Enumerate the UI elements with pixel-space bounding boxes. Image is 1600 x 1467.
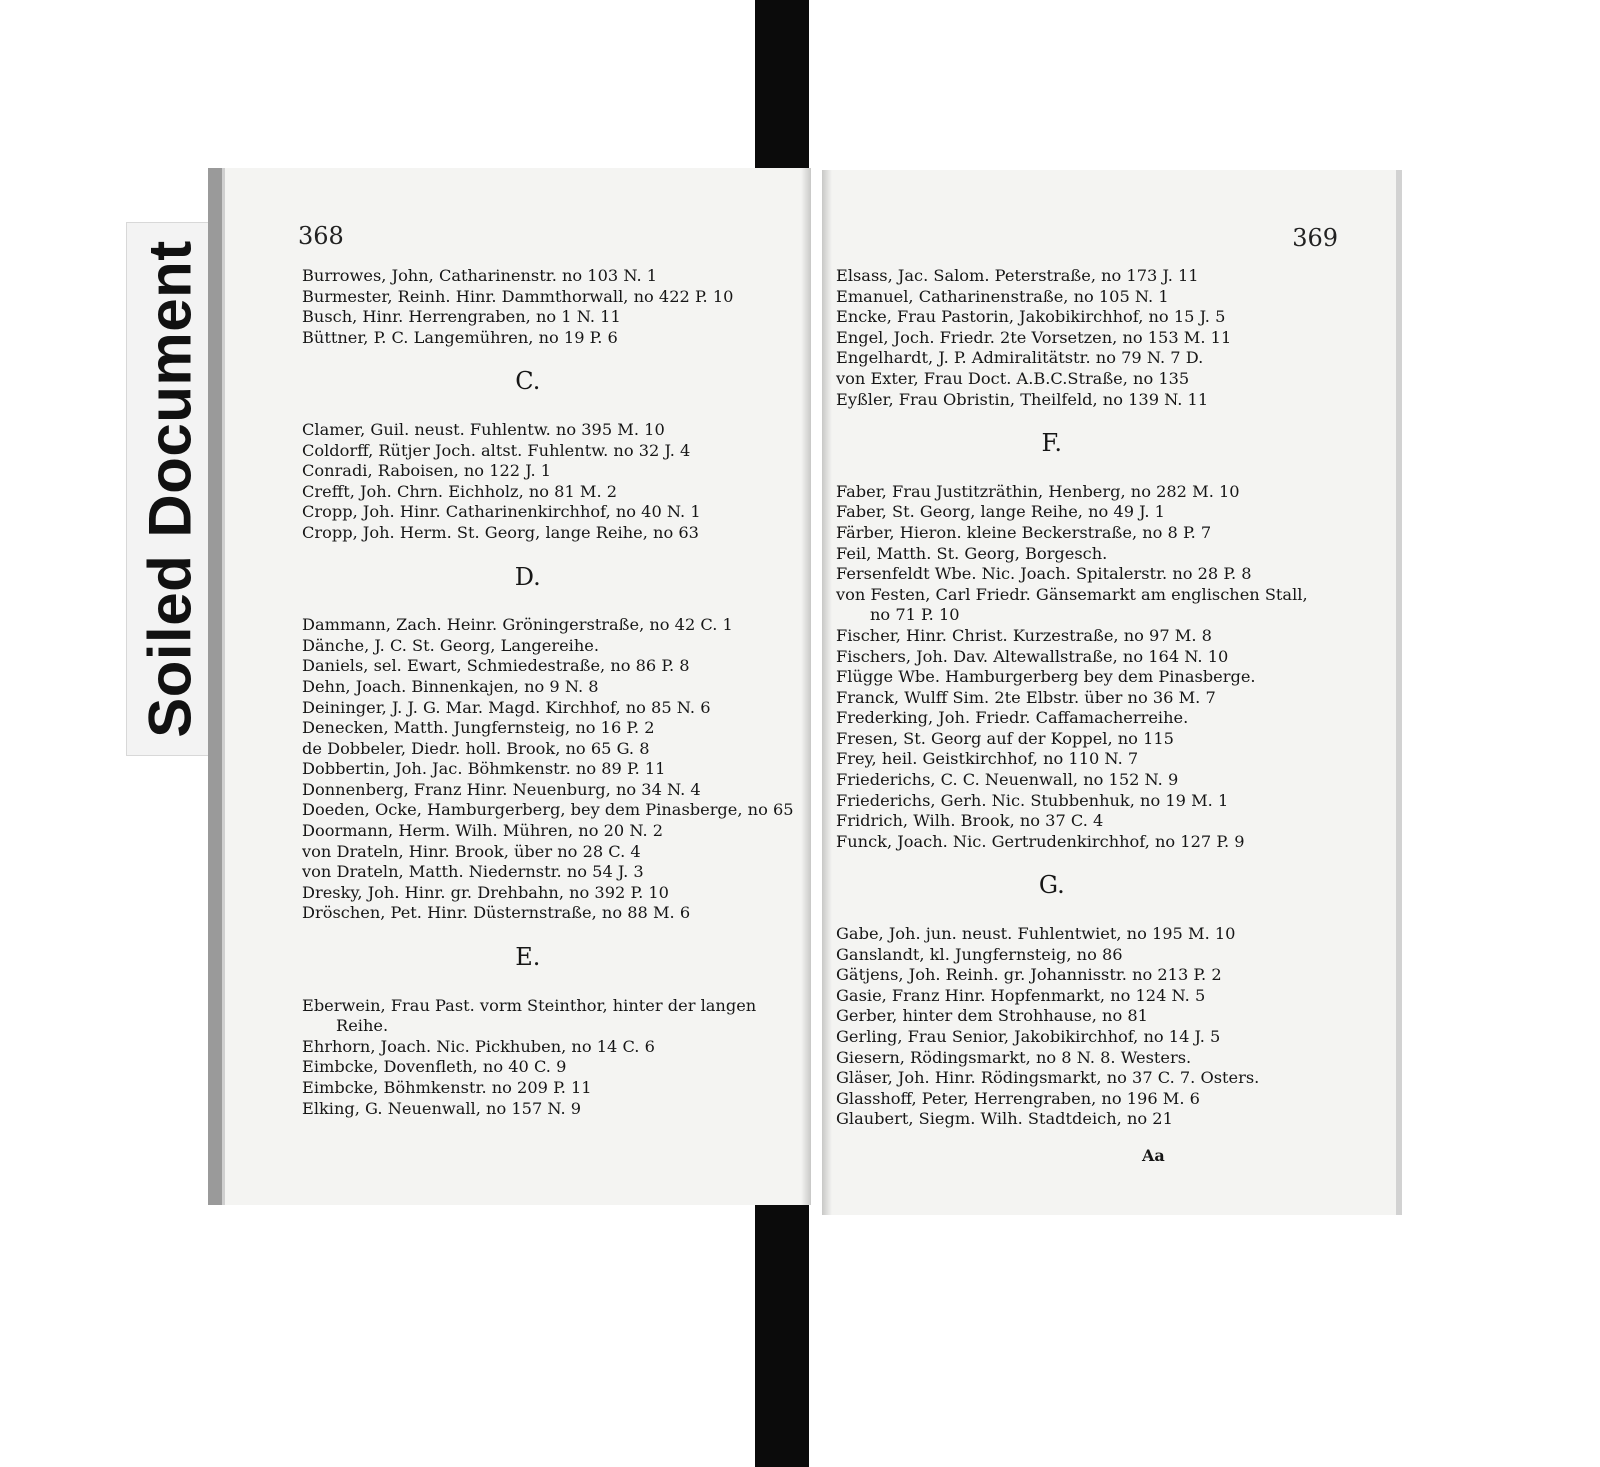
directory-entry: Deininger, J. J. G. Mar. Magd. Kirchhof, no 85 N. 6	[302, 697, 711, 717]
directory-entry: von Festen, Carl Friedr. Gänsemarkt am englischen Stall,	[836, 584, 1308, 604]
directory-entry: de Dobbeler, Diedr. holl. Brook, no 65 G. 8	[302, 738, 650, 758]
directory-entry: Busch, Hinr. Herrengraben, no 1 N. 11	[302, 307, 621, 327]
section-letter: E.	[515, 943, 541, 972]
directory-entry: Dänche, J. C. St. Georg, Langereihe.	[302, 635, 599, 655]
directory-entry: Fischer, Hinr. Christ. Kurzestraße, no 97 M. 8	[836, 625, 1212, 645]
directory-entry: Fersenfeldt Wbe. Nic. Joach. Spitalerstr. no 28 P. 8	[836, 564, 1252, 584]
directory-entry: Dehn, Joach. Binnenkajen, no 9 N. 8	[302, 676, 599, 696]
directory-entry: Eimbcke, Dovenfleth, no 40 C. 9	[302, 1057, 567, 1077]
directory-entry: Doormann, Herm. Wilh. Mühren, no 20 N. 2	[302, 821, 664, 841]
directory-entry: Encke, Frau Pastorin, Jakobikirchhof, no 15 J. 5	[836, 307, 1226, 327]
directory-entry: Ganslandt, kl. Jungfernsteig, no 86	[836, 944, 1123, 964]
directory-entry: Eyßler, Frau Obristin, Theilfeld, no 139 N. 11	[836, 389, 1209, 409]
directory-entry: Gerber, hinter dem Strohhause, no 81	[836, 1006, 1148, 1026]
directory-entry: Dammann, Zach. Heinr. Gröningerstraße, no 42 C. 1	[302, 615, 733, 635]
directory-entry: Dresky, Joh. Hinr. gr. Drehbahn, no 392 P. 10	[302, 882, 669, 902]
directory-entry: Fresen, St. Georg auf der Koppel, no 115	[836, 728, 1174, 748]
soiled-document-label	[126, 222, 214, 756]
directory-entry: Gerling, Frau Senior, Jakobikirchhof, no 14 J. 5	[836, 1027, 1221, 1046]
directory-entry: Friederichs, C. C. Neuenwall, no 152 N. 9	[836, 770, 1179, 790]
directory-entry: Funck, Joach. Nic. Gertrudenkirchhof, no 127 P. 9	[836, 831, 1245, 851]
directory-entry: Fischers, Joh. Dav. Altewallstraße, no 164 N. 10	[836, 646, 1229, 666]
gutter-shadow	[801, 168, 811, 1205]
directory-entry: Färber, Hieron. kleine Beckerstraße, no 8 P. 7	[836, 522, 1212, 542]
directory-entry: Glasshoff, Peter, Herrengraben, no 196 M. 6	[836, 1088, 1200, 1108]
directory-entry: Gabe, Joh. jun. neust. Fuhlentwiet, no 195 M. 10	[836, 924, 1236, 944]
right-page	[822, 170, 1402, 1215]
directory-entry: Büttner, P. C. Langemühren, no 19 P. 6	[302, 327, 618, 347]
directory-entry: no 71 P. 10	[870, 605, 960, 625]
directory-entry: Gläser, Joh. Hinr. Rödingsmarkt, no 37 C. 7. Osters.	[836, 1068, 1260, 1088]
directory-entry: Eimbcke, Böhmkenstr. no 209 P. 11	[302, 1078, 592, 1097]
directory-entry: Engelhardt, J. P. Admiralitätstr. no 79 N. 7 D.	[836, 348, 1204, 368]
section-letter: F.	[1041, 429, 1063, 458]
directory-entry: Gätjens, Joh. Reinh. gr. Johannisstr. no 213 P. 2	[836, 965, 1222, 985]
left-page	[208, 168, 811, 1205]
catchword: Aa	[1142, 1146, 1165, 1165]
label-text: Soiled Document	[136, 240, 204, 738]
directory-entry: Clamer, Guil. neust. Fuhlentw. no 395 M. 10	[302, 419, 665, 439]
directory-entry: Dröschen, Pet. Hinr. Düsternstraße, no 88 M. 6	[302, 903, 691, 923]
directory-entry: Giesern, Rödingsmarkt, no 8 N. 8. Westers.	[836, 1047, 1192, 1067]
section-letter: D.	[514, 562, 541, 591]
page-number: 369	[1292, 224, 1338, 252]
directory-entry: Feil, Matth. St. Georg, Borgesch.	[836, 543, 1108, 563]
directory-entry: Cropp, Joh. Hinr. Catharinenkirchhof, no 40 N. 1	[302, 502, 701, 522]
directory-entry: von Drateln, Matth. Niedernstr. no 54 J. 3	[302, 862, 644, 882]
directory-entry: Eberwein, Frau Past. vorm Steinthor, hinter der langen	[302, 995, 757, 1015]
directory-entry: Gasie, Franz Hinr. Hopfenmarkt, no 124 N. 5	[836, 985, 1206, 1005]
section-letter: G.	[1038, 871, 1065, 900]
directory-entry: Dobbertin, Joh. Jac. Böhmkenstr. no 89 P. 11	[302, 759, 666, 779]
section-letter: C.	[515, 367, 541, 396]
directory-entry: Flügge Wbe. Hamburgerberg bey dem Pinasberge.	[836, 667, 1256, 687]
directory-entry: Donnenberg, Franz Hinr. Neuenburg, no 34 N. 4	[302, 779, 701, 799]
directory-entry: Crefft, Joh. Chrn. Eichholz, no 81 M. 2	[302, 481, 618, 501]
directory-entry: Friederichs, Gerh. Nic. Stubbenhuk, no 19 M. 1	[836, 790, 1229, 810]
directory-entry: Elsass, Jac. Salom. Peterstraße, no 173 J. 11	[836, 266, 1199, 285]
entry-column	[836, 266, 1308, 1130]
directory-entry: von Exter, Frau Doct. A.B.C.Straße, no 135	[836, 368, 1190, 388]
page-number: 368	[298, 222, 344, 250]
directory-entry: Frederking, Joh. Friedr. Caffamacherreihe.	[836, 708, 1189, 728]
directory-entry: Franck, Wulff Sim. 2te Elbstr. über no 36 M. 7	[836, 687, 1216, 707]
directory-entry: Engel, Joch. Friedr. 2te Vorsetzen, no 153 M. 11	[836, 327, 1232, 347]
directory-entry: Daniels, sel. Ewart, Schmiedestraße, no 86 P. 8	[302, 656, 690, 676]
directory-entry: Glaubert, Siegm. Wilh. Stadtdeich, no 21	[836, 1109, 1173, 1129]
directory-entry: von Drateln, Hinr. Brook, über no 28 C. 4	[302, 841, 641, 861]
directory-entry: Doeden, Ocke, Hamburgerberg, bey dem Pinasberge, no 65	[302, 800, 794, 820]
directory-entry: Frey, heil. Geistkirchhof, no 110 N. 7	[836, 749, 1139, 769]
directory-entry: Elking, G. Neuenwall, no 157 N. 9	[302, 1098, 582, 1118]
entry-column	[302, 266, 794, 1119]
directory-entry: Denecken, Matth. Jungfernsteig, no 16 P. 2	[302, 718, 655, 738]
directory-entry: Burmester, Reinh. Hinr. Dammthorwall, no 422 P. 10	[302, 286, 734, 306]
directory-entry: Burrowes, John, Catharinenstr. no 103 N. 1	[302, 266, 658, 285]
directory-entry: Faber, St. Georg, lange Reihe, no 49 J. 1	[836, 502, 1165, 522]
directory-entry: Coldorff, Rütjer Joch. altst. Fuhlentw. no 32 J. 4	[302, 440, 691, 460]
directory-entry: Ehrhorn, Joach. Nic. Pickhuben, no 14 C. 6	[302, 1036, 655, 1056]
directory-entry: Cropp, Joh. Herm. St. Georg, lange Reihe, no 63	[302, 522, 699, 542]
directory-entry: Faber, Frau Justitzräthin, Henberg, no 282 M. 10	[836, 481, 1240, 501]
gutter-shadow	[822, 170, 832, 1215]
directory-entry: Emanuel, Catharinenstraße, no 105 N. 1	[836, 286, 1169, 306]
directory-entry: Fridrich, Wilh. Brook, no 37 C. 4	[836, 811, 1104, 831]
directory-entry: Conradi, Raboisen, no 122 J. 1	[302, 461, 552, 481]
directory-entry: Reihe.	[336, 1016, 389, 1036]
